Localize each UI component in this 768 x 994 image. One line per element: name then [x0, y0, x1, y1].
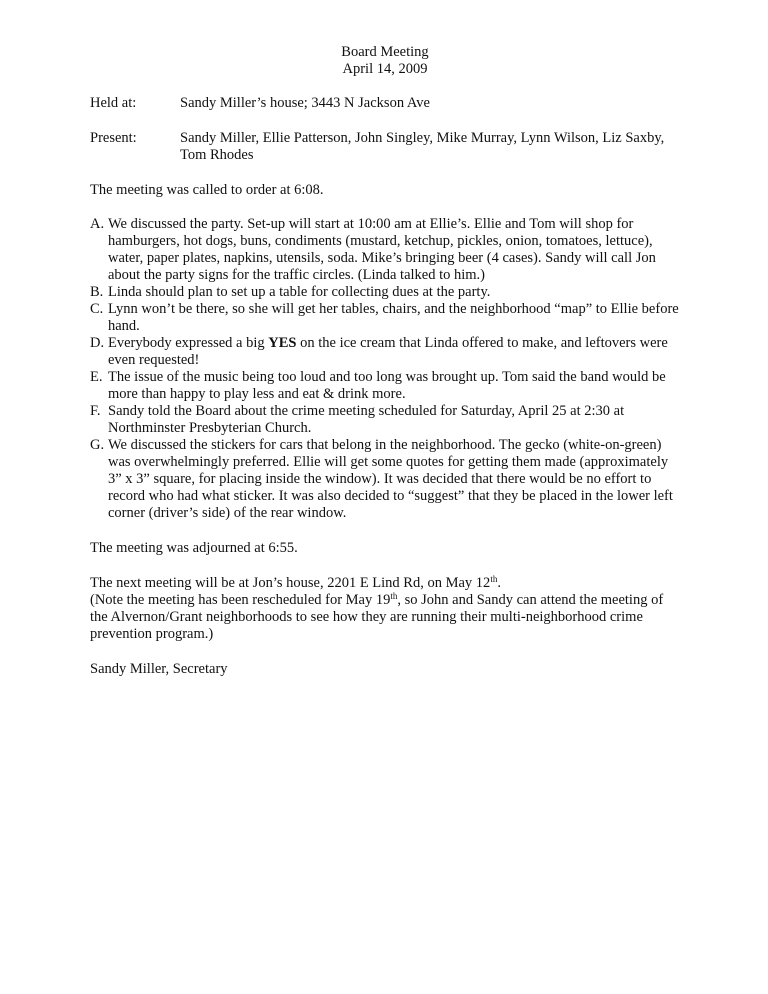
next-meeting-line [90, 575, 680, 592]
document-title: Board Meeting [341, 44, 429, 60]
agenda-list [90, 216, 680, 522]
present-row [90, 130, 680, 164]
item-letter: B. [90, 284, 104, 300]
list-item [90, 301, 680, 335]
item-text: We discussed the party. Set-up will start at 10:00 am at Ellie’s. Ellie and Tom will shop for hamburgers, hot dogs, buns, condiments (mustard, ketchup, pickles, onion, tomatoes, lettuce), water, paper plates, napkins, utensils, soda. Mike’s bringing beer (4 cases). Sandy will call Jon about the party signs for the traffic circles. (Linda talked to him.) [108, 216, 656, 283]
list-item [90, 369, 680, 403]
item-text: Linda should plan to set up a table for collecting dues at the party. [108, 284, 491, 300]
next-meeting-end: . [497, 575, 501, 591]
list-item [90, 335, 680, 369]
note-sup: th [390, 591, 398, 601]
held-at-row [90, 95, 680, 112]
item-emphasis: YES [268, 335, 297, 351]
next-meeting-text: The next meeting will be at Jon’s house, 2201 E Lind Rd, on May 12 [90, 575, 491, 591]
document-date: April 14, 2009 [342, 61, 428, 77]
item-text: The issue of the music being too loud and too long was brought up. Tom said the band would be more than happy to play less and eat & drink more. [108, 369, 666, 402]
list-item [90, 216, 680, 284]
signature: Sandy Miller, Secretary [90, 661, 228, 677]
list-item [90, 284, 680, 301]
item-text: Sandy told the Board about the crime meeting scheduled for Saturday, April 25 at 2:30 at Northminster Presbyterian Church. [108, 403, 625, 436]
list-item [90, 437, 680, 522]
next-meeting-block [90, 575, 680, 643]
call-to-order: The meeting was called to order at 6:08. [90, 182, 324, 198]
item-text-before: Everybody expressed a big [108, 335, 269, 351]
item-letter: E. [90, 369, 103, 385]
item-letter: A. [90, 216, 105, 232]
present-value: Sandy Miller, Ellie Patterson, John Singley, Mike Murray, Lynn Wilson, Liz Saxby, Tom Rhodes [180, 130, 665, 163]
list-item [90, 403, 680, 437]
next-meeting-sup: th [490, 574, 498, 584]
adjourned-line: The meeting was adjourned at 6:55. [90, 540, 298, 556]
item-text: Lynn won’t be there, so she will get her tables, chairs, and the neighborhood “map” to Ellie before hand. [108, 301, 679, 334]
item-letter: G. [90, 437, 105, 453]
present-label: Present: [90, 130, 137, 146]
held-at-label: Held at: [90, 95, 137, 111]
held-at-value: Sandy Miller’s house; 3443 N Jackson Ave [180, 95, 430, 111]
item-text: We discussed the stickers for cars that belong in the neighborhood. The gecko (white-on-green) was overwhelmingly preferred. Ellie will get some quotes for getting them made (approximately 3” x 3” square, for placing inside the window). It was decided that there would be no effort to record who had what sticker. It was also decided to “suggest” that they be placed in the lower left corner (driver’s side) of the rear window. [108, 437, 673, 521]
item-text-after: on the ice cream that Linda offered to make, and leftovers were even requested! [108, 335, 668, 368]
item-letter: F. [90, 403, 101, 419]
note-before: (Note the meeting has been rescheduled for May 19 [90, 592, 391, 608]
note-after: , so John and Sandy can attend the meeting of the Alvernon/Grant neighborhoods to see how they are running their multi-neighborhood crime prevention program.) [90, 592, 664, 642]
reschedule-note [90, 592, 680, 643]
item-letter: C. [90, 301, 104, 317]
document-page [90, 44, 680, 678]
item-letter: D. [90, 335, 105, 351]
